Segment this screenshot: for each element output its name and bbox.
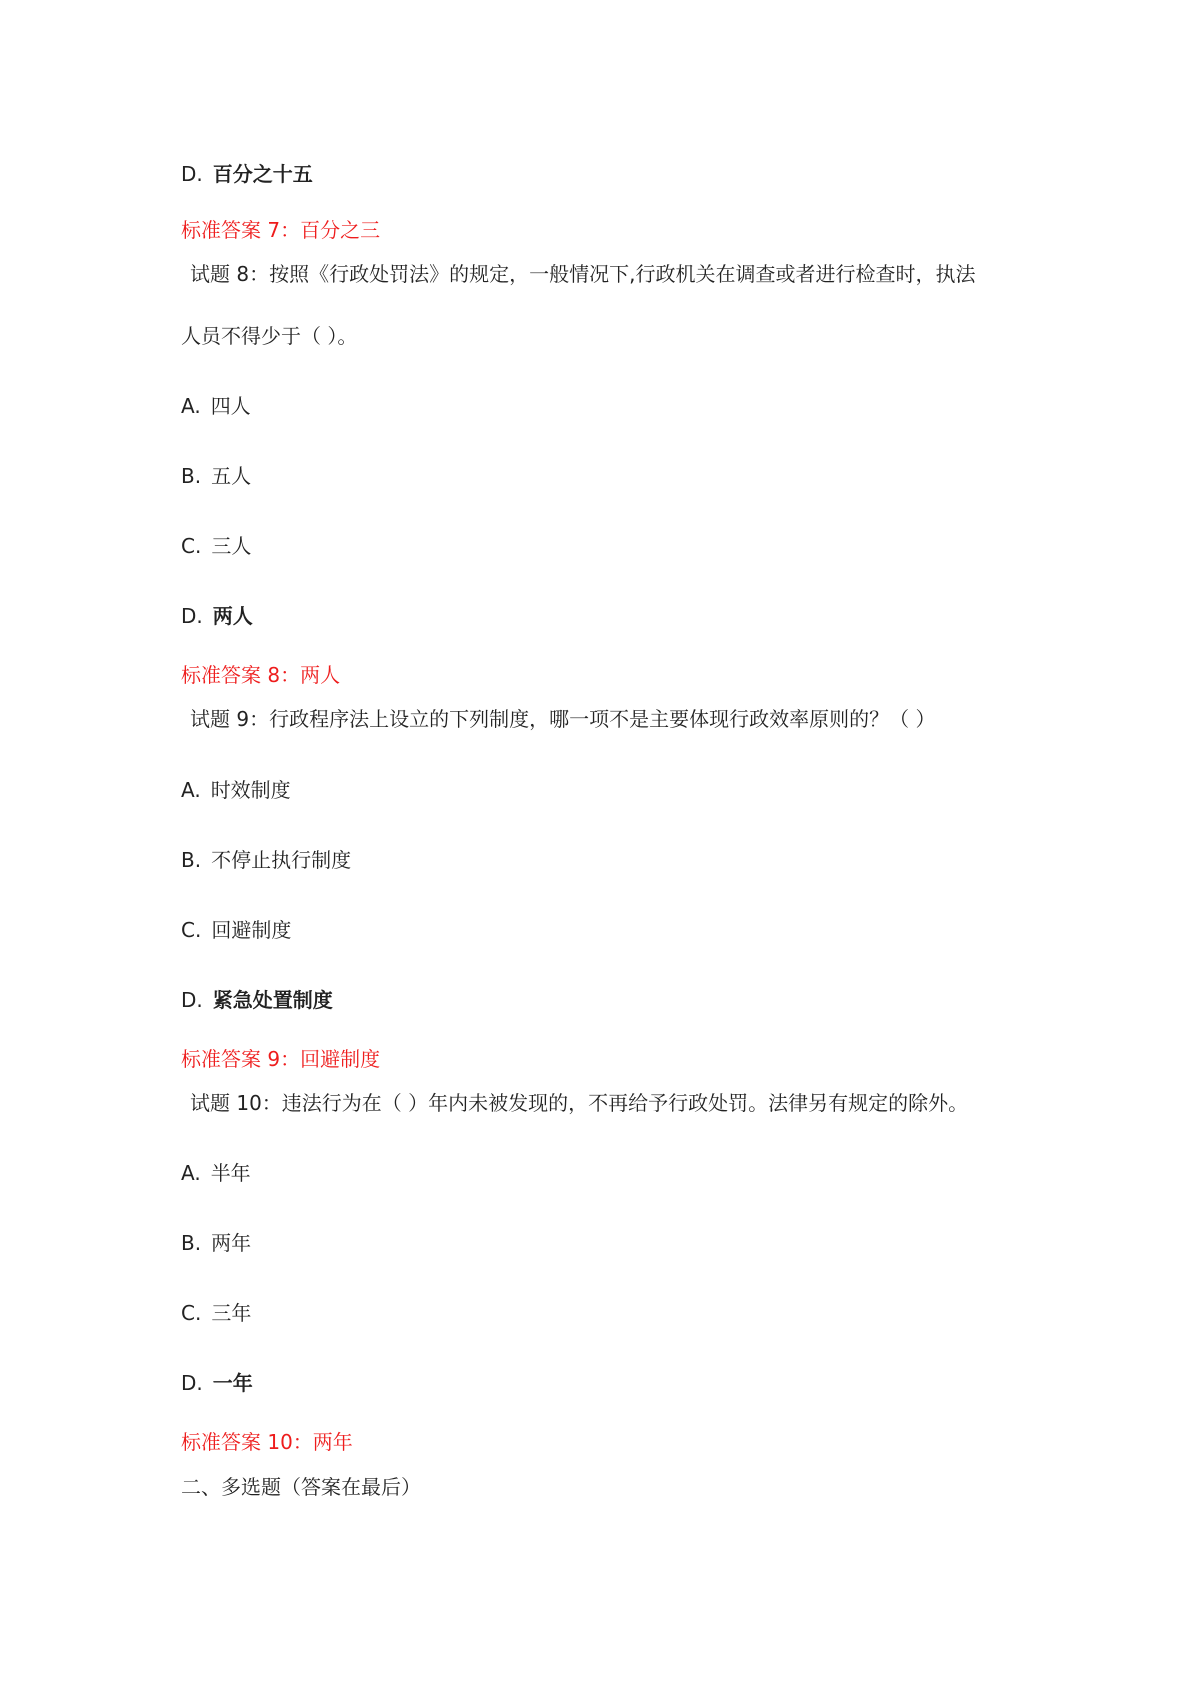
q8-answer: 标准答案 8：两人	[181, 663, 341, 687]
q9-option-b	[181, 846, 351, 874]
q10-option-b	[181, 1229, 251, 1257]
q8-stem-line1: 试题 8：按照《行政处罚法》的规定，一般情况下,行政机关在调查或者进行检查时，执法	[190, 262, 976, 286]
q9-stem-line1: 试题 9：行政程序法上设立的下列制度，哪一项不是主要体现行政效率原则的？（ ）	[190, 707, 936, 731]
q9-option-c	[181, 916, 291, 944]
option-text: 一年	[212, 1371, 253, 1395]
option-text: 不停止执行制度	[211, 848, 352, 872]
option-text: 半年	[210, 1161, 251, 1185]
option-letter: C.	[181, 1301, 202, 1325]
q7-answer: 标准答案 7：百分之三	[181, 218, 381, 242]
option-text: 两年	[211, 1231, 252, 1255]
q9-answer: 标准答案 9：回避制度	[181, 1047, 381, 1071]
q10-option-a	[181, 1159, 251, 1187]
option-letter: B.	[181, 1231, 202, 1255]
option-letter: B.	[181, 464, 202, 488]
option-letter: D.	[181, 162, 203, 186]
q7-option-d	[181, 160, 313, 188]
option-text: 紧急处置制度	[212, 988, 333, 1012]
q10-option-c	[181, 1299, 251, 1327]
option-text: 五人	[211, 464, 252, 488]
q10-option-d	[181, 1369, 253, 1397]
q8-option-d	[181, 602, 253, 630]
option-letter: C.	[181, 534, 202, 558]
option-text: 百分之十五	[212, 162, 313, 186]
option-text: 回避制度	[211, 918, 292, 942]
q8-option-b	[181, 462, 251, 490]
option-letter: D.	[181, 988, 203, 1012]
option-letter: D.	[181, 1371, 203, 1395]
option-letter: C.	[181, 918, 202, 942]
q8-option-a	[181, 392, 251, 420]
q9-option-d	[181, 986, 333, 1014]
q8-stem-line2: 人员不得少于（ ）。	[181, 324, 358, 348]
option-letter: B.	[181, 848, 202, 872]
q8-option-c	[181, 532, 251, 560]
q10-answer: 标准答案 10：两年	[181, 1430, 353, 1454]
option-letter: A.	[181, 1161, 201, 1185]
option-text: 三人	[211, 534, 252, 558]
option-text: 两人	[212, 604, 253, 628]
q10-stem-line1: 试题 10：违法行为在（ ）年内未被发现的，不再给予行政处罚。法律另有规定的除外。	[190, 1091, 969, 1115]
option-letter: A.	[181, 778, 201, 802]
option-text: 四人	[210, 394, 251, 418]
option-text: 三年	[211, 1301, 252, 1325]
section-heading-multiple-choice: 二、多选题（答案在最后）	[181, 1475, 421, 1499]
option-text: 时效制度	[210, 778, 291, 802]
q9-option-a	[181, 776, 291, 804]
option-letter: D.	[181, 604, 203, 628]
option-letter: A.	[181, 394, 201, 418]
